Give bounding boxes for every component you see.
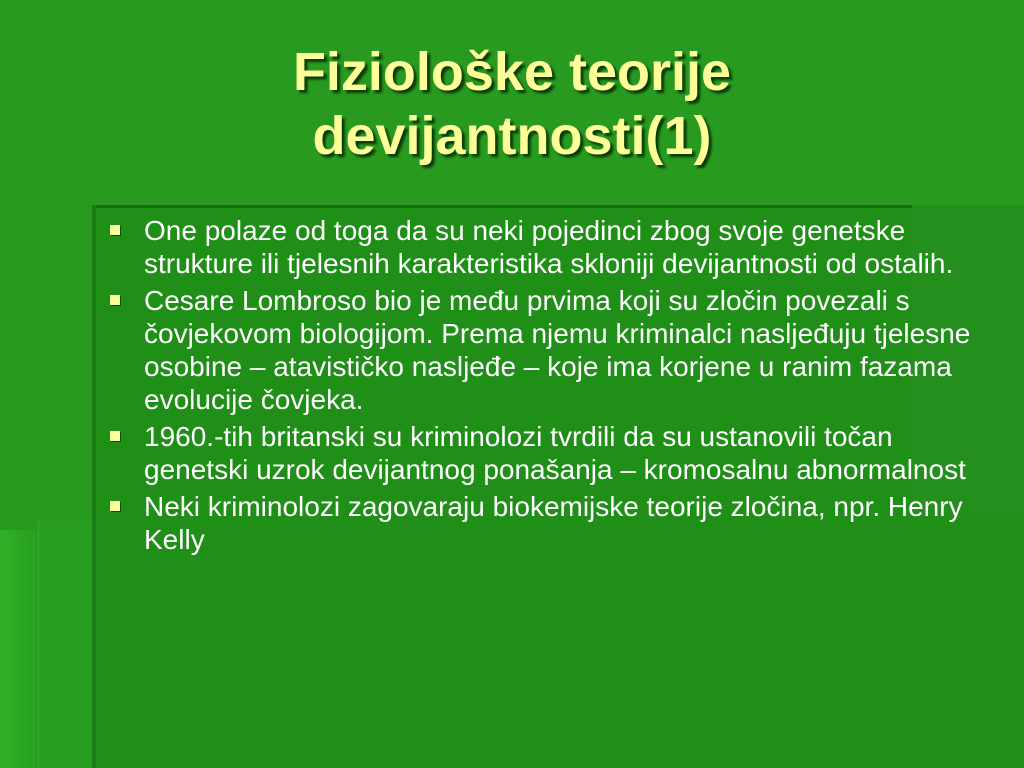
square-bullet-icon bbox=[110, 225, 120, 235]
decorative-left-strip bbox=[0, 530, 38, 768]
slide-title bbox=[0, 40, 1024, 168]
bullet-list bbox=[100, 214, 1000, 560]
decorative-left-line bbox=[92, 205, 96, 768]
slide-title-line-1: Fiziološke teorije bbox=[292, 42, 732, 102]
bullet-text: 1960.-tih britanski su kriminolozi tvrdili da su ustanovili točan genetski uzrok devijantnog ponašanja – kromosalnu abnormalnost bbox=[144, 421, 966, 485]
square-bullet-icon bbox=[110, 431, 120, 441]
slide-title-line-2: devijantnosti(1) bbox=[312, 106, 712, 166]
square-bullet-icon bbox=[110, 295, 120, 305]
bullet-item bbox=[100, 214, 1000, 280]
decorative-inner-panel bbox=[38, 518, 99, 768]
bullet-item bbox=[100, 490, 1000, 556]
bullet-text: Neki kriminolozi zagovaraju biokemijske teorije zločina, npr. Henry Kelly bbox=[144, 491, 963, 555]
bullet-text: Cesare Lombroso bio je među prvima koji su zločin povezali s čovjekovom biologijom. Prema njemu kriminalci nasljeđuju tjelesne osobine – atavističko nasljeđe – koje ima korjene u ranim fazama evolucije čovjeka. bbox=[144, 285, 971, 415]
square-bullet-icon bbox=[110, 501, 120, 511]
bullet-item bbox=[100, 420, 1000, 486]
decorative-top-line bbox=[92, 205, 912, 208]
bullet-item bbox=[100, 284, 1000, 416]
bullet-text: One polaze od toga da su neki pojedinci zbog svoje genetske strukture ili tjelesnih karakteristika skloniji devijantnosti od ostalih. bbox=[144, 215, 954, 279]
